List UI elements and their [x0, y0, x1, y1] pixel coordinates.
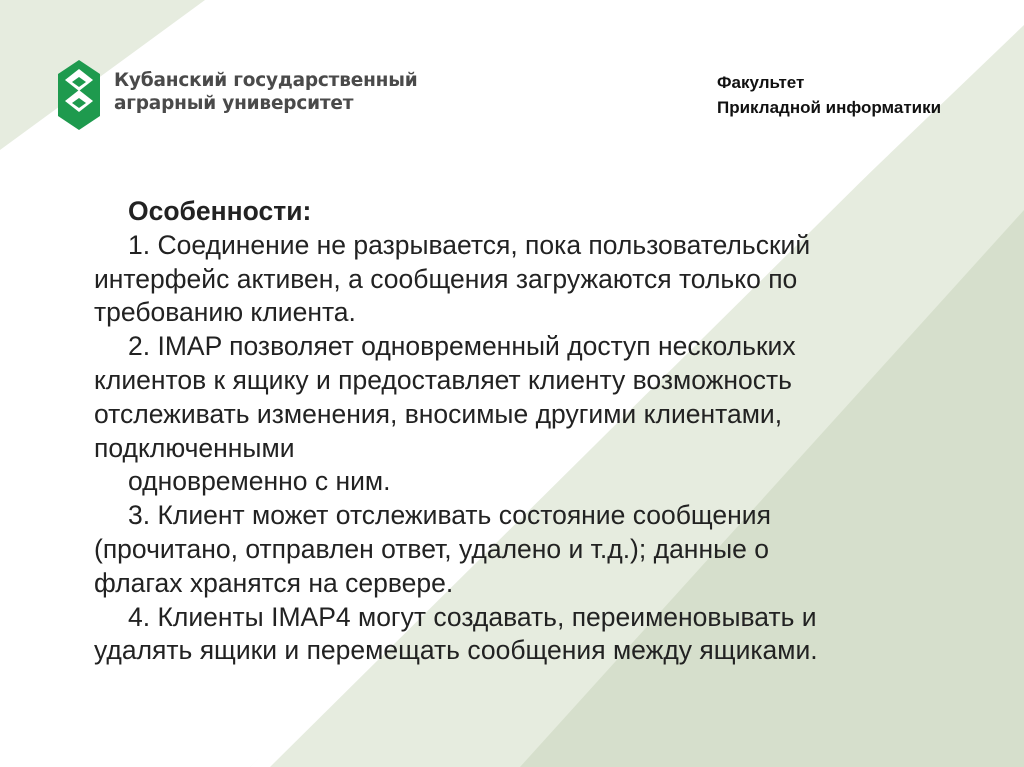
university-name-line2: аграрный университет — [114, 93, 354, 114]
text-line: удалять ящики и перемещать сообщения между ящиками. — [94, 635, 818, 666]
section-heading: Особенности: — [128, 196, 312, 226]
text-line: флагах хранятся на сервере. — [94, 567, 454, 598]
text-line: подключенными — [94, 432, 295, 463]
faculty-line2: Прикладной информатики — [717, 98, 942, 117]
faculty-line1: Факультет — [717, 73, 805, 92]
text-line: клиентов к ящику и предоставляет клиенту возможность — [94, 364, 792, 395]
university-name-line1: Кубанский государственный — [114, 70, 418, 91]
text-line: 1. Соединение не разрывается, пока пользовательский — [128, 229, 811, 260]
text-line: требованию клиента. — [94, 297, 356, 328]
text-line: отслеживать изменения, вносимые другими клиентами, — [94, 398, 783, 429]
text-line: 4. Клиенты IMAP4 могут создавать, переименовывать и — [128, 601, 817, 632]
text-line: интерфейс активен, а сообщения загружаются только по — [94, 263, 798, 294]
slide-body — [94, 195, 974, 668]
university-name — [114, 69, 418, 115]
text-line: (прочитано, отправлен ответ, удалено и т.д.); данные о — [94, 533, 769, 564]
text-line: 2. IMAP позволяет одновременный доступ нескольких — [128, 331, 796, 362]
text-line: 3. Клиент может отслеживать состояние сообщения — [128, 500, 771, 531]
university-logo-icon — [58, 60, 100, 130]
faculty-title — [717, 70, 941, 120]
text-line: одновременно с ним. — [128, 466, 391, 497]
